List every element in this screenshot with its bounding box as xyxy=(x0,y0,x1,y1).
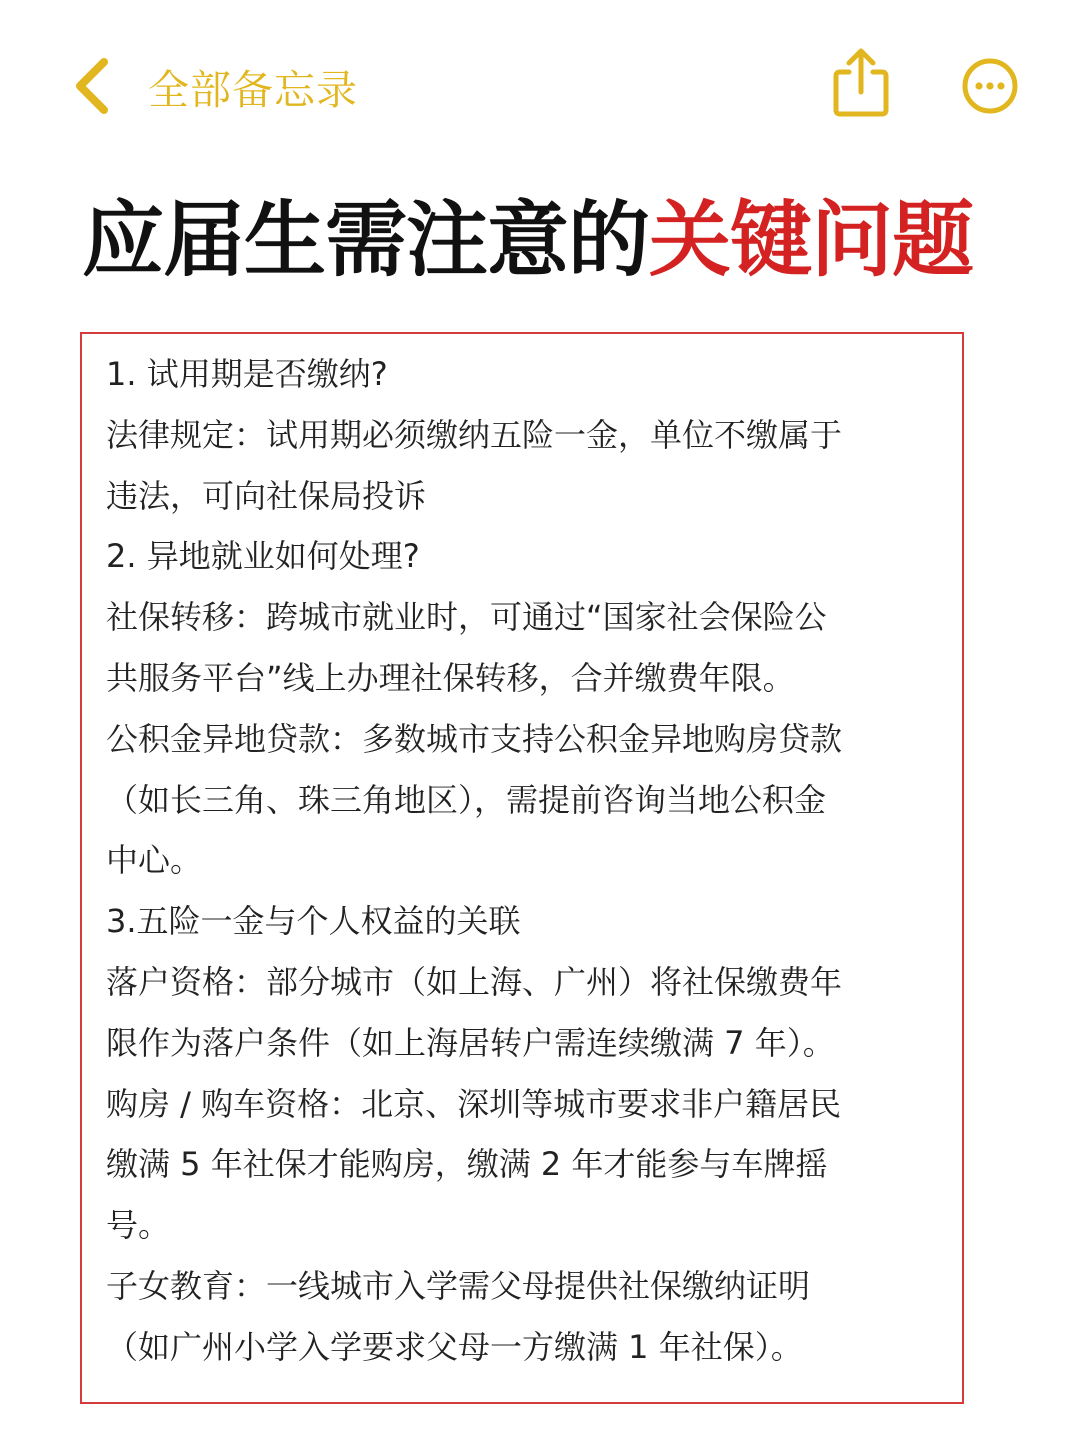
note-line: 法律规定：试用期必须缴纳五险一金，单位不缴属于 xyxy=(106,415,843,454)
back-label: 全部备忘录 xyxy=(148,65,358,114)
note-content[interactable] xyxy=(80,332,964,1404)
more-options-icon[interactable] xyxy=(960,56,1020,116)
note-line: 子女教育：一线城市入学需父母提供社保缴纳证明 xyxy=(106,1266,811,1305)
note-line: （如长三角、珠三角地区），需提前咨询当地公积金 xyxy=(106,780,827,819)
chevron-left-icon xyxy=(72,56,112,116)
page-title xyxy=(82,186,973,296)
back-button[interactable] xyxy=(72,50,358,122)
note-line: 缴满 5 年社保才能购房，缴满 2 年才能参与车牌摇 xyxy=(106,1145,828,1184)
note-line: 3.五险一金与个人权益的关联 xyxy=(106,902,521,941)
note-line: 违法，可向社保局投诉 xyxy=(106,476,427,515)
note-line: （如广州小学入学要求父母一方缴满 1 年社保）。 xyxy=(106,1327,803,1366)
note-line: 限作为落户条件（如上海居转户需连续缴满 7 年）。 xyxy=(106,1023,835,1062)
share-icon[interactable] xyxy=(832,46,890,118)
note-line: 1. 试用期是否缴纳? xyxy=(106,355,388,393)
note-line: 共服务平台”线上办理社保转移，合并缴费年限。 xyxy=(106,658,795,697)
note-line: 落户资格：部分城市（如上海、广州）将社保缴费年 xyxy=(106,962,843,1001)
note-line: 购房 / 购车资格：北京、深圳等城市要求非户籍居民 xyxy=(106,1084,842,1123)
note-line: 社保转移：跨城市就业时，可通过“国家社会保险公 xyxy=(106,598,827,637)
title-highlight: 关键问题 xyxy=(649,193,974,288)
note-line: 号。 xyxy=(106,1206,171,1245)
note-line: 中心。 xyxy=(106,841,203,880)
note-line: 2. 异地就业如何处理? xyxy=(106,537,420,576)
nav-bar xyxy=(0,0,1080,170)
title-main: 应届生需注意的 xyxy=(82,193,650,288)
note-line: 公积金异地贷款：多数城市支持公积金异地购房贷款 xyxy=(106,719,843,758)
